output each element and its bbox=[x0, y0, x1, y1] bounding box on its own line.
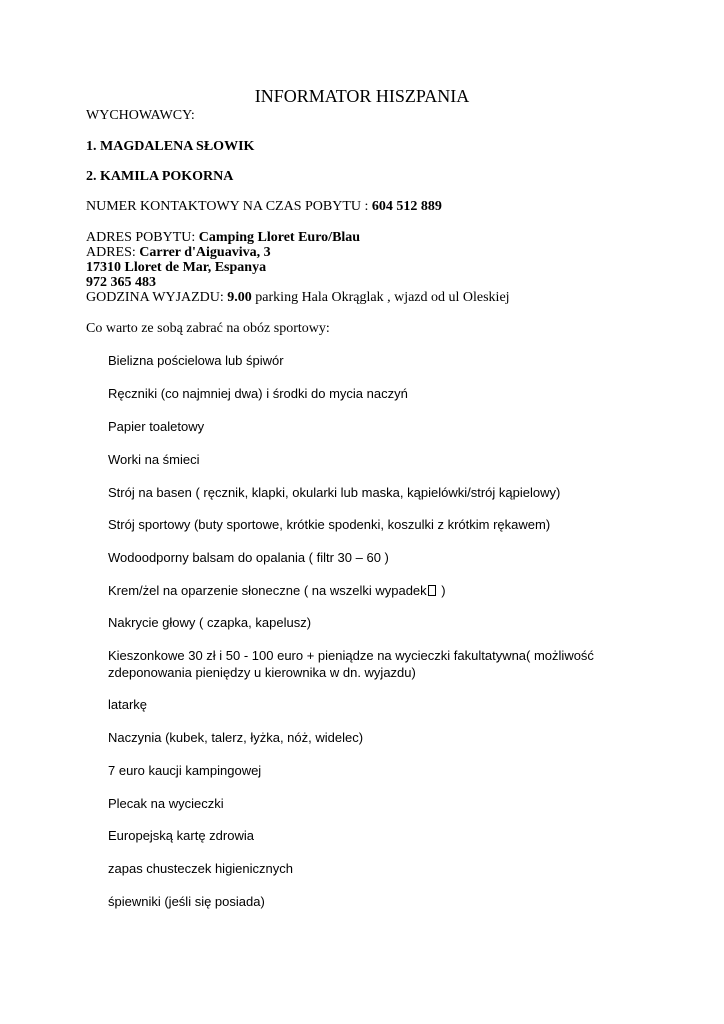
contact-number: 604 512 889 bbox=[371, 199, 442, 214]
caretaker-2: 2. KAMILA POKORNA bbox=[86, 169, 234, 184]
departure-time: 9.00 bbox=[227, 290, 252, 305]
address-street: Carrer d'Aiguaviva, 3 bbox=[139, 245, 271, 260]
list-item: zapas chusteczek higienicznych bbox=[108, 861, 293, 876]
list-item bbox=[108, 582, 446, 599]
contact-label: NUMER KONTAKTOWY NA CZAS POBYTU : bbox=[86, 199, 372, 214]
list-item: Strój na basen ( ręcznik, klapki, okularki lub maska, kąpielówki/strój kąpielowy) bbox=[108, 485, 561, 500]
stay-label: ADRES POBYTU: bbox=[86, 230, 199, 245]
caretaker-1: 1. MAGDALENA SŁOWIK bbox=[86, 139, 255, 154]
address-line bbox=[86, 245, 271, 260]
departure-label: GODZINA WYJAZDU: bbox=[86, 290, 228, 305]
list-item: 7 euro kaucji kampingowej bbox=[108, 763, 262, 778]
caretakers-label: WYCHOWAWCY: bbox=[86, 108, 195, 123]
list-item: Wodoodporny balsam do opalania ( filtr 30 – 60 ) bbox=[108, 550, 389, 565]
list-item: Kieszonkowe 30 zł i 50 - 100 euro + pieniądze na wycieczki fakultatywna( możliwość zdeponowania pieniędzy u kierownika w dn. wyjazdu) bbox=[108, 648, 594, 680]
list-item: Nakrycie głowy ( czapka, kapelusz) bbox=[108, 615, 312, 630]
departure-line bbox=[86, 290, 510, 305]
list-item: Strój sportowy (buty sportowe, krótkie spodenki, koszulki z krótkim rękawem) bbox=[108, 517, 551, 532]
list-item: Naczynia (kubek, talerz, łyżka, nóż, widelec) bbox=[108, 730, 364, 745]
list-item: Bielizna pościelowa lub śpiwór bbox=[108, 353, 284, 368]
address-label: ADRES: bbox=[86, 245, 140, 260]
list-item-suffix: ) bbox=[437, 583, 446, 598]
list-item: Ręczniki (co najmniej dwa) i środki do mycia naczyń bbox=[108, 386, 408, 401]
departure-details: parking Hala Okrąglak , wjazd od ul Oleskiej bbox=[251, 290, 510, 305]
contact-number-line bbox=[86, 199, 442, 214]
list-item: śpiewniki (jeśli się posiada) bbox=[108, 894, 265, 909]
list-item: latarkę bbox=[108, 697, 148, 712]
list-item-text: Krem/żel na oparzenie słoneczne ( na wszelki wypadek bbox=[108, 583, 427, 598]
stay-name: Camping Lloret Euro/Blau bbox=[198, 230, 361, 245]
list-item: Papier toaletowy bbox=[108, 419, 205, 434]
list-item: Plecak na wycieczki bbox=[108, 796, 224, 811]
packing-intro: Co warto ze sobą zabrać na obóz sportowy: bbox=[86, 321, 330, 336]
list-item: Europejską kartę zdrowia bbox=[108, 828, 254, 843]
stay-address-line bbox=[86, 230, 360, 245]
address-phone: 972 365 483 bbox=[86, 275, 156, 290]
address-city: 17310 Lloret de Mar, Espanya bbox=[86, 260, 267, 275]
missing-glyph-icon bbox=[428, 585, 436, 596]
list-item: Worki na śmieci bbox=[108, 452, 200, 467]
document-title: INFORMATOR HISZPANIA bbox=[254, 86, 470, 106]
